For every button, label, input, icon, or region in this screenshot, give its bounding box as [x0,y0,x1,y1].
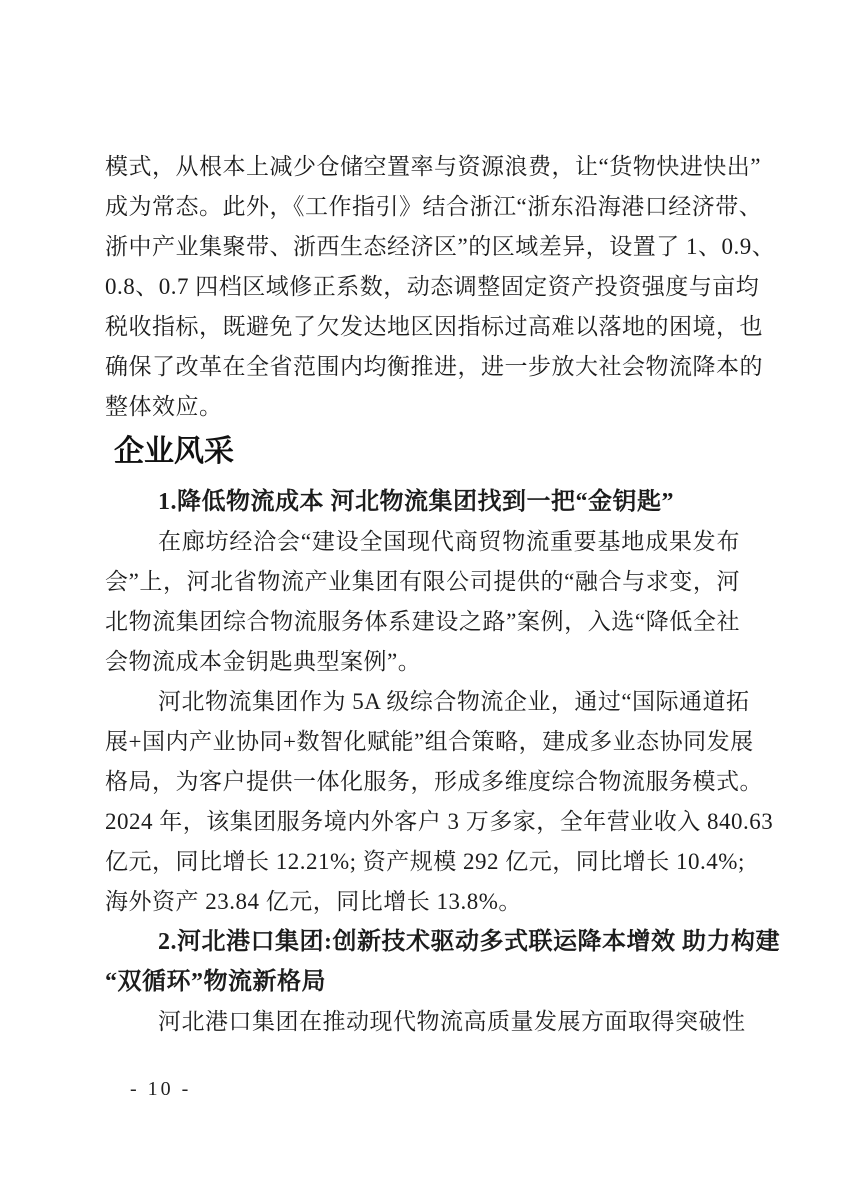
text-line: 成为常态。此外，《工作指引》结合浙江“浙东沿海港口经济带、 [105,194,763,219]
text-line: 整体效应。 [105,394,223,419]
text-line: 展+国内产业协同+数智化赋能”组合策略，建成多业态协同发展 [105,729,754,754]
text-line: 在廊坊经洽会“建设全国现代商贸物流重要基地成果发布 [158,529,740,554]
text-line: 河北物流集团作为 5A 级综合物流企业，通过“国际通道拓 [158,689,750,714]
text-line: 确保了改革在全省范围内均衡推进，进一步放大社会物流降本的 [105,354,763,379]
page-number: - 10 - [130,1078,192,1100]
section-heading: 企业风采 [114,435,234,468]
text-line: 海外资产 23.84 亿元，同比增长 13.8%。 [105,889,522,914]
text-line: 模式，从根本上减少仓储空置率与资源浪费，让“货物快进快出” [105,154,761,179]
body-text [105,147,780,1042]
item1-heading: 1.降低物流成本 河北物流集团找到一把“金钥匙” [158,489,674,515]
text-line: 会”上，河北省物流产业集团有限公司提供的“融合与求变，河 [105,569,740,594]
item2-heading: “双循环”物流新格局 [105,969,326,995]
text-line: 0.8、0.7 四档区域修正系数，动态调整固定资产投资强度与亩均 [105,274,760,299]
text-line: 亿元，同比增长 12.21%; 资产规模 292 亿元，同比增长 10.4%; [105,849,745,874]
text-line: 2024 年，该集团服务境内外客户 3 万多家，全年营业收入 840.63 [105,809,774,834]
item2-heading: 2.河北港口集团:创新技术驱动多式联运降本增效 助力构建 [158,929,780,955]
text-line: 格局，为客户提供一体化服务，形成多维度综合物流服务模式。 [105,769,763,794]
text-line: 河北港口集团在推动现代物流高质量发展方面取得突破性 [158,1009,746,1034]
text-line: 会物流成本金钥匙典型案例”。 [105,649,422,674]
text-line: 浙中产业集聚带、浙西生态经济区”的区域差异，设置了 1、0.9、 [105,234,776,259]
text-line: 北物流集团综合物流服务体系建设之路”案例，入选“降低全社 [105,609,740,634]
text-line: 税收指标，既避免了欠发达地区因指标过高难以落地的困境，也 [105,314,763,339]
